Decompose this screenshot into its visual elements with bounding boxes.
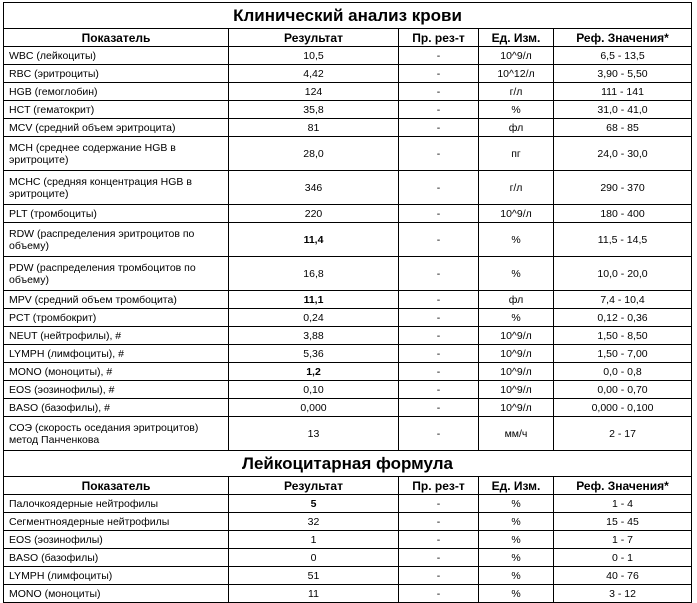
name-cell: MONO (моноциты) xyxy=(4,585,229,603)
ref-range-cell: 0 - 1 xyxy=(554,549,692,567)
prev-result-cell: - xyxy=(399,585,479,603)
result-cell: 16,8 xyxy=(229,257,399,291)
ref-range-cell: 111 - 141 xyxy=(554,83,692,101)
lab-table xyxy=(3,2,692,603)
unit-cell: % xyxy=(479,531,554,549)
table-row xyxy=(4,345,692,363)
prev-result-cell: - xyxy=(399,399,479,417)
prev-result-cell: - xyxy=(399,381,479,399)
prev-result-cell: - xyxy=(399,257,479,291)
ref-range-cell: 0,0 - 0,8 xyxy=(554,363,692,381)
prev-result-cell: - xyxy=(399,549,479,567)
result-cell: 4,42 xyxy=(229,65,399,83)
result-cell: 10,5 xyxy=(229,47,399,65)
unit-cell: 10^9/л xyxy=(479,345,554,363)
prev-result-cell: - xyxy=(399,513,479,531)
lab-report xyxy=(3,2,691,603)
unit-cell: % xyxy=(479,513,554,531)
unit-cell: % xyxy=(479,101,554,119)
name-cell: MCH (среднее содержание HGB в эритроците) xyxy=(4,137,229,171)
table-row xyxy=(4,549,692,567)
name-cell: BASO (базофилы), # xyxy=(4,399,229,417)
unit-cell: % xyxy=(479,309,554,327)
ref-range-cell: 6,5 - 13,5 xyxy=(554,47,692,65)
result-cell: 1 xyxy=(229,531,399,549)
column-header: Пр. рез-т xyxy=(399,477,479,495)
name-cell: PDW (распределения тромбоцитов по объему) xyxy=(4,257,229,291)
prev-result-cell: - xyxy=(399,345,479,363)
column-header: Ед. Изм. xyxy=(479,29,554,47)
ref-range-cell: 10,0 - 20,0 xyxy=(554,257,692,291)
prev-result-cell: - xyxy=(399,567,479,585)
column-header: Ед. Изм. xyxy=(479,477,554,495)
column-header: Пр. рез-т xyxy=(399,29,479,47)
column-header: Показатель xyxy=(4,29,229,47)
table-row xyxy=(4,309,692,327)
ref-range-cell: 1 - 7 xyxy=(554,531,692,549)
unit-cell: г/л xyxy=(479,171,554,205)
ref-range-cell: 0,12 - 0,36 xyxy=(554,309,692,327)
name-cell: LYMPH (лимфоциты), # xyxy=(4,345,229,363)
ref-range-cell: 2 - 17 xyxy=(554,417,692,451)
ref-range-cell: 0,000 - 0,100 xyxy=(554,399,692,417)
unit-cell: 10^9/л xyxy=(479,363,554,381)
table-row xyxy=(4,257,692,291)
table-row xyxy=(4,291,692,309)
result-cell: 124 xyxy=(229,83,399,101)
result-cell: 1,2 xyxy=(229,363,399,381)
name-cell: BASO (базофилы) xyxy=(4,549,229,567)
unit-cell: пг xyxy=(479,137,554,171)
table-row xyxy=(4,399,692,417)
name-cell: HCT (гематокрит) xyxy=(4,101,229,119)
unit-cell: % xyxy=(479,495,554,513)
prev-result-cell: - xyxy=(399,171,479,205)
prev-result-cell: - xyxy=(399,137,479,171)
name-cell: Сегментноядерные нейтрофилы xyxy=(4,513,229,531)
result-cell: 81 xyxy=(229,119,399,137)
name-cell: HGB (гемоглобин) xyxy=(4,83,229,101)
unit-cell: 10^9/л xyxy=(479,399,554,417)
result-cell: 35,8 xyxy=(229,101,399,119)
column-header: Реф. Значения* xyxy=(554,477,692,495)
ref-range-cell: 40 - 76 xyxy=(554,567,692,585)
name-cell: MCV (средний объем эритроцита) xyxy=(4,119,229,137)
result-cell: 5,36 xyxy=(229,345,399,363)
unit-cell: фл xyxy=(479,119,554,137)
result-cell: 51 xyxy=(229,567,399,585)
table-row xyxy=(4,363,692,381)
prev-result-cell: - xyxy=(399,83,479,101)
result-cell: 0 xyxy=(229,549,399,567)
table-row xyxy=(4,47,692,65)
name-cell: EOS (эозинофилы) xyxy=(4,531,229,549)
ref-range-cell: 1,50 - 8,50 xyxy=(554,327,692,345)
table-row xyxy=(4,327,692,345)
result-cell: 0,24 xyxy=(229,309,399,327)
ref-range-cell: 24,0 - 30,0 xyxy=(554,137,692,171)
unit-cell: % xyxy=(479,257,554,291)
prev-result-cell: - xyxy=(399,327,479,345)
result-cell: 32 xyxy=(229,513,399,531)
name-cell: Палочкоядерные нейтрофилы xyxy=(4,495,229,513)
table-row xyxy=(4,83,692,101)
unit-cell: % xyxy=(479,223,554,257)
result-cell: 11 xyxy=(229,585,399,603)
prev-result-cell: - xyxy=(399,495,479,513)
result-cell: 0,10 xyxy=(229,381,399,399)
result-cell: 5 xyxy=(229,495,399,513)
result-cell: 346 xyxy=(229,171,399,205)
name-cell: WBC (лейкоциты) xyxy=(4,47,229,65)
prev-result-cell: - xyxy=(399,65,479,83)
prev-result-cell: - xyxy=(399,205,479,223)
unit-cell: % xyxy=(479,567,554,585)
name-cell: NEUT (нейтрофилы), # xyxy=(4,327,229,345)
table-row xyxy=(4,381,692,399)
ref-range-cell: 68 - 85 xyxy=(554,119,692,137)
ref-range-cell: 31,0 - 41,0 xyxy=(554,101,692,119)
name-cell: PCT (тромбокрит) xyxy=(4,309,229,327)
unit-cell: 10^9/л xyxy=(479,327,554,345)
prev-result-cell: - xyxy=(399,47,479,65)
prev-result-cell: - xyxy=(399,119,479,137)
leukocyte-formula-title: Лейкоцитарная формула xyxy=(4,451,692,477)
unit-cell: % xyxy=(479,549,554,567)
unit-cell: % xyxy=(479,585,554,603)
table-row xyxy=(4,495,692,513)
column-header: Реф. Значения* xyxy=(554,29,692,47)
name-cell: СОЭ (скорость оседания эритроцитов) метод Панченкова xyxy=(4,417,229,451)
table-row xyxy=(4,137,692,171)
table-row xyxy=(4,223,692,257)
ref-range-cell: 15 - 45 xyxy=(554,513,692,531)
ref-range-cell: 7,4 - 10,4 xyxy=(554,291,692,309)
prev-result-cell: - xyxy=(399,417,479,451)
unit-cell: г/л xyxy=(479,83,554,101)
name-cell: MPV (средний объем тромбоцита) xyxy=(4,291,229,309)
table-row xyxy=(4,205,692,223)
name-cell: RBC (эритроциты) xyxy=(4,65,229,83)
name-cell: RDW (распределения эритроцитов по объему) xyxy=(4,223,229,257)
table-row xyxy=(4,531,692,549)
unit-cell: фл xyxy=(479,291,554,309)
ref-range-cell: 11,5 - 14,5 xyxy=(554,223,692,257)
result-cell: 11,1 xyxy=(229,291,399,309)
name-cell: PLT (тромбоциты) xyxy=(4,205,229,223)
prev-result-cell: - xyxy=(399,531,479,549)
result-cell: 220 xyxy=(229,205,399,223)
name-cell: EOS (эозинофилы), # xyxy=(4,381,229,399)
result-cell: 28,0 xyxy=(229,137,399,171)
column-header: Результат xyxy=(229,477,399,495)
prev-result-cell: - xyxy=(399,363,479,381)
leukocyte-formula-header-row xyxy=(4,477,692,495)
prev-result-cell: - xyxy=(399,291,479,309)
table-row xyxy=(4,567,692,585)
result-cell: 0,000 xyxy=(229,399,399,417)
table-row xyxy=(4,101,692,119)
table-row xyxy=(4,119,692,137)
unit-cell: 10^9/л xyxy=(479,381,554,399)
column-header: Результат xyxy=(229,29,399,47)
unit-cell: мм/ч xyxy=(479,417,554,451)
leukocyte-formula-title-row xyxy=(4,451,692,477)
blood-analysis-header-row xyxy=(4,29,692,47)
name-cell: MONO (моноциты), # xyxy=(4,363,229,381)
unit-cell: 10^9/л xyxy=(479,205,554,223)
ref-range-cell: 180 - 400 xyxy=(554,205,692,223)
ref-range-cell: 3,90 - 5,50 xyxy=(554,65,692,83)
ref-range-cell: 1 - 4 xyxy=(554,495,692,513)
result-cell: 11,4 xyxy=(229,223,399,257)
result-cell: 3,88 xyxy=(229,327,399,345)
blood-analysis-title: Клинический анализ крови xyxy=(4,3,692,29)
table-row xyxy=(4,65,692,83)
blood-analysis-title-row xyxy=(4,3,692,29)
table-row xyxy=(4,513,692,531)
table-row xyxy=(4,417,692,451)
column-header: Показатель xyxy=(4,477,229,495)
ref-range-cell: 3 - 12 xyxy=(554,585,692,603)
result-cell: 13 xyxy=(229,417,399,451)
prev-result-cell: - xyxy=(399,223,479,257)
unit-cell: 10^12/л xyxy=(479,65,554,83)
ref-range-cell: 290 - 370 xyxy=(554,171,692,205)
prev-result-cell: - xyxy=(399,101,479,119)
name-cell: MCHC (средняя концентрация HGB в эритроците) xyxy=(4,171,229,205)
table-row xyxy=(4,171,692,205)
ref-range-cell: 1,50 - 7,00 xyxy=(554,345,692,363)
prev-result-cell: - xyxy=(399,309,479,327)
name-cell: LYMPH (лимфоциты) xyxy=(4,567,229,585)
unit-cell: 10^9/л xyxy=(479,47,554,65)
ref-range-cell: 0,00 - 0,70 xyxy=(554,381,692,399)
